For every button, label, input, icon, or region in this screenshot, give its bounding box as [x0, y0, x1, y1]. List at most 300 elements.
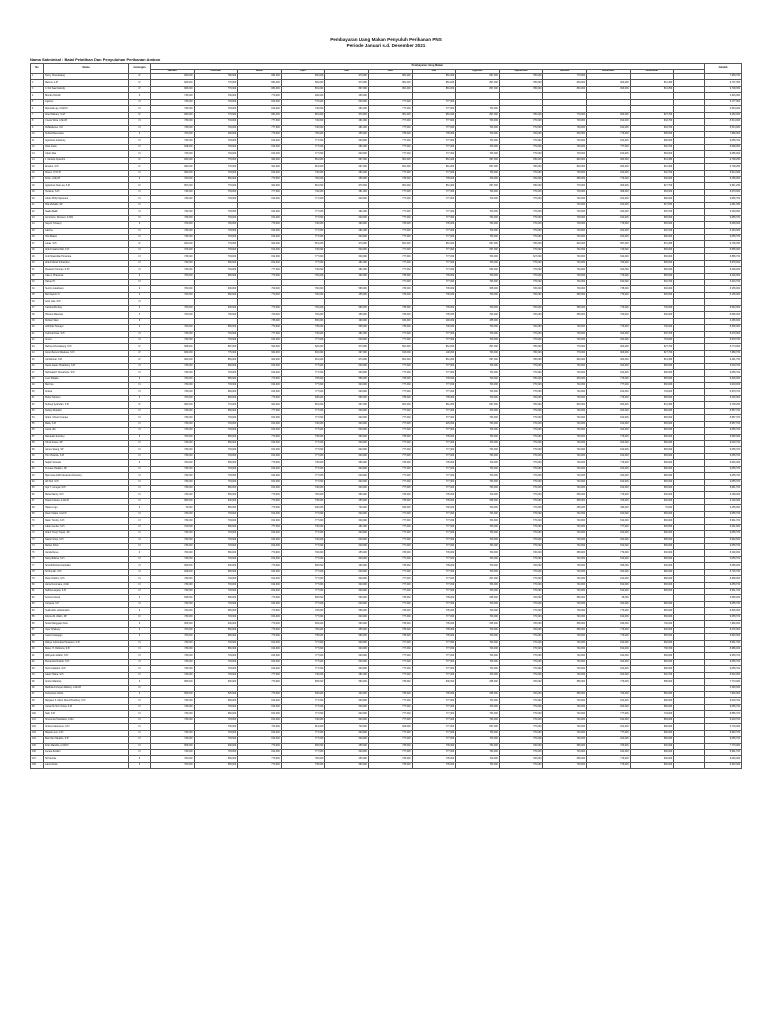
cell-amount: 703,000: [456, 280, 500, 286]
cell-no: 49: [31, 383, 44, 389]
cell-amount: 629,000: [325, 415, 369, 421]
cell-amount: 777,000: [281, 479, 325, 485]
cell-amount: 735,000: [368, 131, 412, 137]
cell-amount: 777,000: [368, 447, 412, 453]
cell-nama: Jaya Tuhakesy: [44, 627, 129, 633]
cell-no: 10: [31, 131, 44, 137]
cell-amount: 703,000: [238, 724, 282, 730]
cell-golongan: III: [129, 331, 151, 337]
cell-no: 108: [31, 762, 44, 768]
cell-amount: 740,000: [587, 247, 631, 253]
cell-amount: 970,000: [325, 357, 369, 363]
cell-amount: 777,000: [368, 254, 412, 260]
cell-no: 79: [31, 576, 44, 582]
cell-amount: 700,000: [281, 550, 325, 556]
cell-amount: 814,000: [587, 170, 631, 176]
cell-amount: 830,000: [543, 86, 587, 92]
cell-amount: 630,000: [630, 312, 674, 318]
cell-nama: Lassa Ulm: [44, 428, 129, 434]
cell-no: 61: [31, 460, 44, 466]
cell-amount: 703,000: [194, 537, 238, 543]
cell-jumlah: 2,945,000: [704, 93, 741, 99]
cell-amount: 730,000: [150, 543, 194, 549]
cell-amount: 703,000: [456, 556, 500, 562]
cell-amount: 703,000: [194, 659, 238, 665]
cell-nama: Jamila Deres: [44, 550, 129, 556]
cell-amount: 525,000: [194, 692, 238, 698]
cell-amount: 700,000: [499, 395, 543, 401]
cell-amount: 730,000: [150, 737, 194, 743]
cell-no: 34: [31, 286, 44, 292]
cell-no: 64: [31, 479, 44, 485]
cell-no: 54: [31, 415, 44, 421]
cell-amount: 814,000: [238, 144, 282, 150]
cell-amount: 735,000: [412, 312, 456, 318]
cell-amount: 814,000: [587, 582, 631, 588]
cell-jumlah: 9,055,700: [704, 511, 741, 517]
cell-amount: 703,000: [456, 531, 500, 537]
cell-jumlah: 8,184,000: [704, 228, 741, 234]
cell-amount: 735,000: [368, 460, 412, 466]
cell-amount: 770,000: [238, 627, 282, 633]
cell-golongan: III: [129, 569, 151, 575]
cell-no: 60: [31, 453, 44, 459]
cell-amount: 770,000: [499, 640, 543, 646]
cell-amount: 777,000: [587, 730, 631, 736]
cell-jumlah: 9,085,000: [704, 151, 741, 157]
cell-amount: 770,000: [238, 634, 282, 640]
cell-amount: 740,000: [543, 730, 587, 736]
cell-golongan: III: [129, 730, 151, 736]
cell-no: 42: [31, 337, 44, 343]
cell-amount: 629,000: [325, 537, 369, 543]
cell-golongan: III: [129, 280, 151, 286]
cell-jumlah: 8,540,000: [704, 305, 741, 311]
cell-amount: 703,000: [150, 524, 194, 530]
cell-no: 100: [31, 711, 44, 717]
cell-jumlah: 8,225,000: [704, 395, 741, 401]
cell-amount: 777,000: [368, 466, 412, 472]
cell-amount: 740,000: [543, 466, 587, 472]
cell-amount: 770,000: [499, 421, 543, 427]
cell-amount: 820,000: [543, 157, 587, 163]
cell-amount: 779,000: [543, 350, 587, 356]
cell-nama: Amirud Idaohup: [44, 679, 129, 685]
cell-nama: Muba Tuhuteru: [44, 395, 129, 401]
cell-amount: 730,000: [150, 492, 194, 498]
cell-amount: 881,000: [238, 86, 282, 92]
cell-amount: 735,000: [368, 627, 412, 633]
cell-amount: 560,000: [194, 177, 238, 183]
cell-amount: 481,000: [325, 189, 369, 195]
cell-amount: 666,000: [630, 370, 674, 376]
cell-amount: 861,000: [281, 357, 325, 363]
cell-amount: 740,000: [281, 672, 325, 678]
cell-golongan: III: [129, 704, 151, 710]
cell-amount: 629,000: [325, 666, 369, 672]
cell-amount: 629,000: [325, 151, 369, 157]
cell-amount: 814,000: [587, 389, 631, 395]
cell-amount: 814,000: [587, 614, 631, 620]
cell-amount: 777,000: [368, 589, 412, 595]
cell-amount: 730,000: [150, 447, 194, 453]
cell-amount: 700,000: [456, 608, 500, 614]
cell-amount: 777,000: [368, 144, 412, 150]
cell-amount: 740,000: [543, 640, 587, 646]
cell-amount: 490,000: [412, 318, 456, 324]
cell-amount: 770,000: [587, 756, 631, 762]
cell-amount: 777,000: [412, 453, 456, 459]
cell-amount: 666,000: [630, 447, 674, 453]
cell-amount: 735,000: [412, 273, 456, 279]
cell-amount: 814,000: [587, 267, 631, 273]
cell-nama: Lakrina: [44, 228, 129, 234]
cell-no: 4: [31, 93, 44, 99]
cell-amount: 777,000: [368, 125, 412, 131]
cell-amount: 770,000: [499, 601, 543, 607]
cell-amount: 455,000: [325, 312, 369, 318]
cell-amount: 703,000: [194, 601, 238, 607]
cell-nama: Jonparta, S.P: [44, 601, 129, 607]
cell-amount: 700,000: [456, 492, 500, 498]
cell-amount: 665,000: [630, 608, 674, 614]
cell-amount: 777,000: [281, 415, 325, 421]
cell-golongan: II: [129, 627, 151, 633]
cell-amount: 700,000: [543, 325, 587, 331]
cell-nama: Tino Hutanite, S.Pi: [44, 453, 129, 459]
cell-amount: 814,000: [587, 428, 631, 434]
cell-amount: 740,000: [543, 724, 587, 730]
cell-amount: 770,000: [499, 267, 543, 273]
cell-no: 33: [31, 280, 44, 286]
cell-jumlah: 8,978,700: [704, 389, 741, 395]
cell-amount: 770,000: [499, 556, 543, 562]
cell-amount: 830,000: [543, 80, 587, 86]
cell-golongan: III: [129, 215, 151, 221]
cell-amount: 700,000: [281, 312, 325, 318]
cell-amount: 770,000: [499, 228, 543, 234]
cell-amount: 814,000: [238, 601, 282, 607]
cell-jumlah: 8,461,900: [704, 524, 741, 530]
cell-amount: 629,000: [325, 99, 369, 105]
cell-amount: 777,000: [368, 209, 412, 215]
cell-amount: 490,000: [325, 222, 369, 228]
cell-golongan: III: [129, 196, 151, 202]
cell-no: 41: [31, 331, 44, 337]
cell-jumlah: 9,055,700: [704, 601, 741, 607]
cell-golongan: III: [129, 486, 151, 492]
cell-amount: 827,700: [630, 112, 674, 118]
cell-amount: 814,000: [587, 202, 631, 208]
cell-amount: 777,000: [412, 711, 456, 717]
cell-amount: 730,000: [150, 421, 194, 427]
cell-no: 93: [31, 666, 44, 672]
cell-no: 67: [31, 498, 44, 504]
cell-amount: 770,000: [499, 717, 543, 723]
cell-amount: 665,000: [543, 756, 587, 762]
cell-amount: 779,000: [543, 183, 587, 189]
cell-amount: 703,000: [456, 106, 500, 112]
cell-amount: 666,000: [630, 408, 674, 414]
cell-amount: 770,000: [587, 325, 631, 331]
cell-amount: 770,000: [238, 131, 282, 137]
cell-golongan: III: [129, 151, 151, 157]
cell-amount: 861,000: [368, 241, 412, 247]
cell-no: 47: [31, 370, 44, 376]
cell-amount: 814,000: [238, 421, 282, 427]
cell-amount: 770,000: [238, 305, 282, 311]
cell-amount: 777,000: [281, 196, 325, 202]
cell-amount: 770,000: [499, 408, 543, 414]
cell-golongan: III: [129, 576, 151, 582]
cell-amount: 831,350: [630, 164, 674, 170]
cell-amount: 814,000: [281, 724, 325, 730]
cell-amount: 903,000: [587, 112, 631, 118]
cell-no: 21: [31, 202, 44, 208]
cell-amount: 703,000: [194, 518, 238, 524]
cell-amount: 630,000: [194, 286, 238, 292]
cell-amount: 730,000: [150, 582, 194, 588]
cell-nama: Brenda Holonili: [44, 93, 129, 99]
cell-amount: 770,000: [499, 363, 543, 369]
cell-nama: Riswanto Herman, S.ST: [44, 267, 129, 273]
cell-amount: 777,000: [281, 582, 325, 588]
cell-amount: 700,000: [499, 743, 543, 749]
cell-amount: 481,000: [325, 267, 369, 273]
cell-amount: 629,000: [150, 569, 194, 575]
cell-amount: 740,000: [325, 724, 369, 730]
cell-amount: 777,000: [281, 737, 325, 743]
cell-amount: 735,000: [281, 634, 325, 640]
cell-no: 27: [31, 241, 44, 247]
cell-nama: Nasari Ishup, S.Pi: [44, 537, 129, 543]
cell-nama: Dimin, A.Md.Pi: [44, 177, 129, 183]
cell-amount: 777,000: [238, 672, 282, 678]
cell-no: 84: [31, 608, 44, 614]
cell-jumlah: 9,055,700: [704, 704, 741, 710]
cell-amount: 730,000: [150, 473, 194, 479]
cell-amount: 665,000: [281, 743, 325, 749]
cell-amount: 814,000: [238, 151, 282, 157]
cell-golongan: III: [129, 543, 151, 549]
cell-golongan: II: [129, 222, 151, 228]
cell-amount: 630,000: [194, 563, 238, 569]
cell-amount: 629,000: [412, 421, 456, 427]
cell-amount: 630,000: [194, 498, 238, 504]
cell-amount: 814,000: [587, 479, 631, 485]
cell-amount: 735,000: [368, 222, 412, 228]
cell-amount: 700,000: [150, 608, 194, 614]
cell-amount: 770,000: [499, 434, 543, 440]
cell-amount: 730,000: [150, 576, 194, 582]
cell-amount: 740,000: [281, 537, 325, 543]
cell-amount: 455,000: [325, 756, 369, 762]
cell-amount: 595,000: [325, 634, 369, 640]
cell-amount: 703,000: [456, 749, 500, 755]
cell-amount: 665,000: [587, 563, 631, 569]
cell-golongan: III: [129, 685, 151, 691]
cell-nama: Jarna Nurumane, A.Md: [44, 582, 129, 588]
cell-golongan: II: [129, 460, 151, 466]
cell-amount: 735,000: [368, 608, 412, 614]
cell-amount: 703,000: [456, 363, 500, 369]
cell-amount: 703,000: [456, 640, 500, 646]
cell-amount: 740,000: [543, 601, 587, 607]
cell-nama: Suhad Rasemawu: [44, 131, 129, 137]
cell-golongan: IV: [129, 112, 151, 118]
cell-amount: 777,000: [412, 479, 456, 485]
cell-amount: 703,000: [456, 350, 500, 356]
cell-amount: 735,000: [412, 292, 456, 298]
cell-amount: 770,000: [587, 608, 631, 614]
cell-nama: Jul Rahmat, S.Pi: [44, 357, 129, 363]
cell-amount: 780,000: [499, 112, 543, 118]
cell-jumlah: 9,055,700: [704, 666, 741, 672]
cell-amount: 703,000: [456, 479, 500, 485]
cell-amount: 740,000: [543, 383, 587, 389]
cell-amount: 630,000: [630, 292, 674, 298]
cell-amount: 703,000: [456, 646, 500, 652]
cell-amount: 970,000: [325, 241, 369, 247]
cell-golongan: II: [129, 621, 151, 627]
cell-no: 46: [31, 363, 44, 369]
cell-amount: 666,000: [587, 189, 631, 195]
cell-amount: 770,000: [499, 653, 543, 659]
cell-amount: 814,000: [587, 646, 631, 652]
cell-amount: 703,000: [194, 556, 238, 562]
cell-amount: 700,000: [543, 286, 587, 292]
cell-amount: 703,000: [194, 337, 238, 343]
cell-amount: 629,000: [368, 724, 412, 730]
cell-amount: 777,000: [412, 659, 456, 665]
cell-golongan: II: [129, 177, 151, 183]
cell-nama: Cuthnia Drian, S.Pi: [44, 331, 129, 337]
cell-amount: 629,000: [325, 196, 369, 202]
cell-amount: 666,000: [630, 556, 674, 562]
cell-no: 12: [31, 144, 44, 150]
cell-amount: 777,000: [281, 614, 325, 620]
cell-amount: 630,000: [587, 621, 631, 627]
cell-amount: 735,000: [412, 692, 456, 698]
cell-amount: 700,000: [499, 550, 543, 556]
cell-amount: 740,000: [543, 717, 587, 723]
cell-amount: 777,000: [281, 531, 325, 537]
cell-amount: 770,000: [499, 466, 543, 472]
cell-amount: 831,350: [630, 80, 674, 86]
cell-amount: 666,000: [630, 254, 674, 260]
cell-golongan: III: [129, 408, 151, 414]
cell-amount: 700,000: [150, 131, 194, 137]
cell-amount: 897,000: [587, 241, 631, 247]
cell-jumlah: 8,155,000: [704, 177, 741, 183]
cell-amount: 814,000: [238, 537, 282, 543]
cell-jumlah: 9,737,350: [704, 80, 741, 86]
cell-amount: 735,000: [281, 498, 325, 504]
cell-golongan: III: [129, 466, 151, 472]
cell-nama: Carolina Burhety: [44, 305, 129, 311]
cell-no: 91: [31, 653, 44, 659]
cell-jumlah: 8,188,000: [704, 492, 741, 498]
cell-amount: 730,000: [150, 267, 194, 273]
cell-amount: 666,000: [630, 640, 674, 646]
cell-no: 51: [31, 395, 44, 401]
cell-amount: 560,000: [630, 692, 674, 698]
cell-amount: 455,000: [456, 318, 500, 324]
cell-amount: 777,000: [368, 704, 412, 710]
cell-amount: 740,000: [543, 202, 587, 208]
cell-jumlah: 8,857,700: [704, 408, 741, 414]
cell-amount: 902,000: [238, 350, 282, 356]
cell-amount: 777,000: [412, 666, 456, 672]
cell-no: 107: [31, 756, 44, 762]
cell-amount: 481,000: [325, 125, 369, 131]
cell-jumlah: 9,055,700: [704, 556, 741, 562]
cell-golongan: IV: [129, 164, 151, 170]
cell-amount: 814,000: [238, 659, 282, 665]
cell-amount: 820,000: [150, 80, 194, 86]
cell-jumlah: 8,855,700: [704, 711, 741, 717]
cell-amount: 629,000: [325, 543, 369, 549]
cell-amount: 740,000: [543, 428, 587, 434]
cell-amount: 902,000: [238, 183, 282, 189]
cell-amount: 814,000: [238, 666, 282, 672]
cell-nama: Mosen, S.ST.Pi: [44, 170, 129, 176]
cell-amount: 738,150: [630, 646, 674, 652]
cell-amount: 700,000: [587, 743, 631, 749]
cell-amount: 700,000: [499, 756, 543, 762]
cell-amount: 697,000: [325, 164, 369, 170]
cell-amount: 666,000: [630, 486, 674, 492]
cell-jumlah: 9,055,700: [704, 479, 741, 485]
cell-amount: 630,000: [630, 550, 674, 556]
cell-amount: 777,000: [412, 749, 456, 755]
cell-no: 101: [31, 717, 44, 723]
cell-amount: 665,000: [281, 595, 325, 601]
cell-golongan: III: [129, 556, 151, 562]
cell-amount: 814,000: [238, 453, 282, 459]
cell-amount: 735,000: [368, 595, 412, 601]
cell-amount: 903,000: [587, 164, 631, 170]
cell-amount: 740,000: [543, 556, 587, 562]
cell-amount: 665,000: [456, 621, 500, 627]
cell-amount: 770,000: [499, 331, 543, 337]
cell-amount: 665,000: [150, 743, 194, 749]
cell-amount: 814,000: [238, 582, 282, 588]
cell-jumlah: 8,645,000: [704, 608, 741, 614]
cell-golongan: III: [129, 125, 151, 131]
cell-jumlah: 8,645,000: [704, 634, 741, 640]
cell-amount: 665,000: [630, 376, 674, 382]
cell-amount: 770,000: [281, 99, 325, 105]
cell-amount: 665,000: [630, 762, 674, 768]
cell-no: 37: [31, 305, 44, 311]
cell-amount: 777,000: [587, 524, 631, 530]
cell-amount: 779,000: [194, 402, 238, 408]
cell-amount: 700,000: [456, 305, 500, 311]
cell-amount: 632,700: [630, 144, 674, 150]
cell-nama: Mahan Sirlist: [44, 543, 129, 549]
cell-amount: 703,000: [543, 119, 587, 125]
cell-nama: Rahma Chumaisang, S.Pi: [44, 344, 129, 350]
cell-golongan: III: [129, 202, 151, 208]
cell-amount: 770,000: [499, 337, 543, 343]
cell-amount: 740,000: [281, 247, 325, 253]
cell-amount: 777,000: [412, 518, 456, 524]
cell-amount: 740,000: [543, 196, 587, 202]
col-no: No: [31, 64, 44, 74]
cell-jumlah: 8,079,000: [704, 189, 741, 195]
cell-amount: 703,000: [456, 711, 500, 717]
